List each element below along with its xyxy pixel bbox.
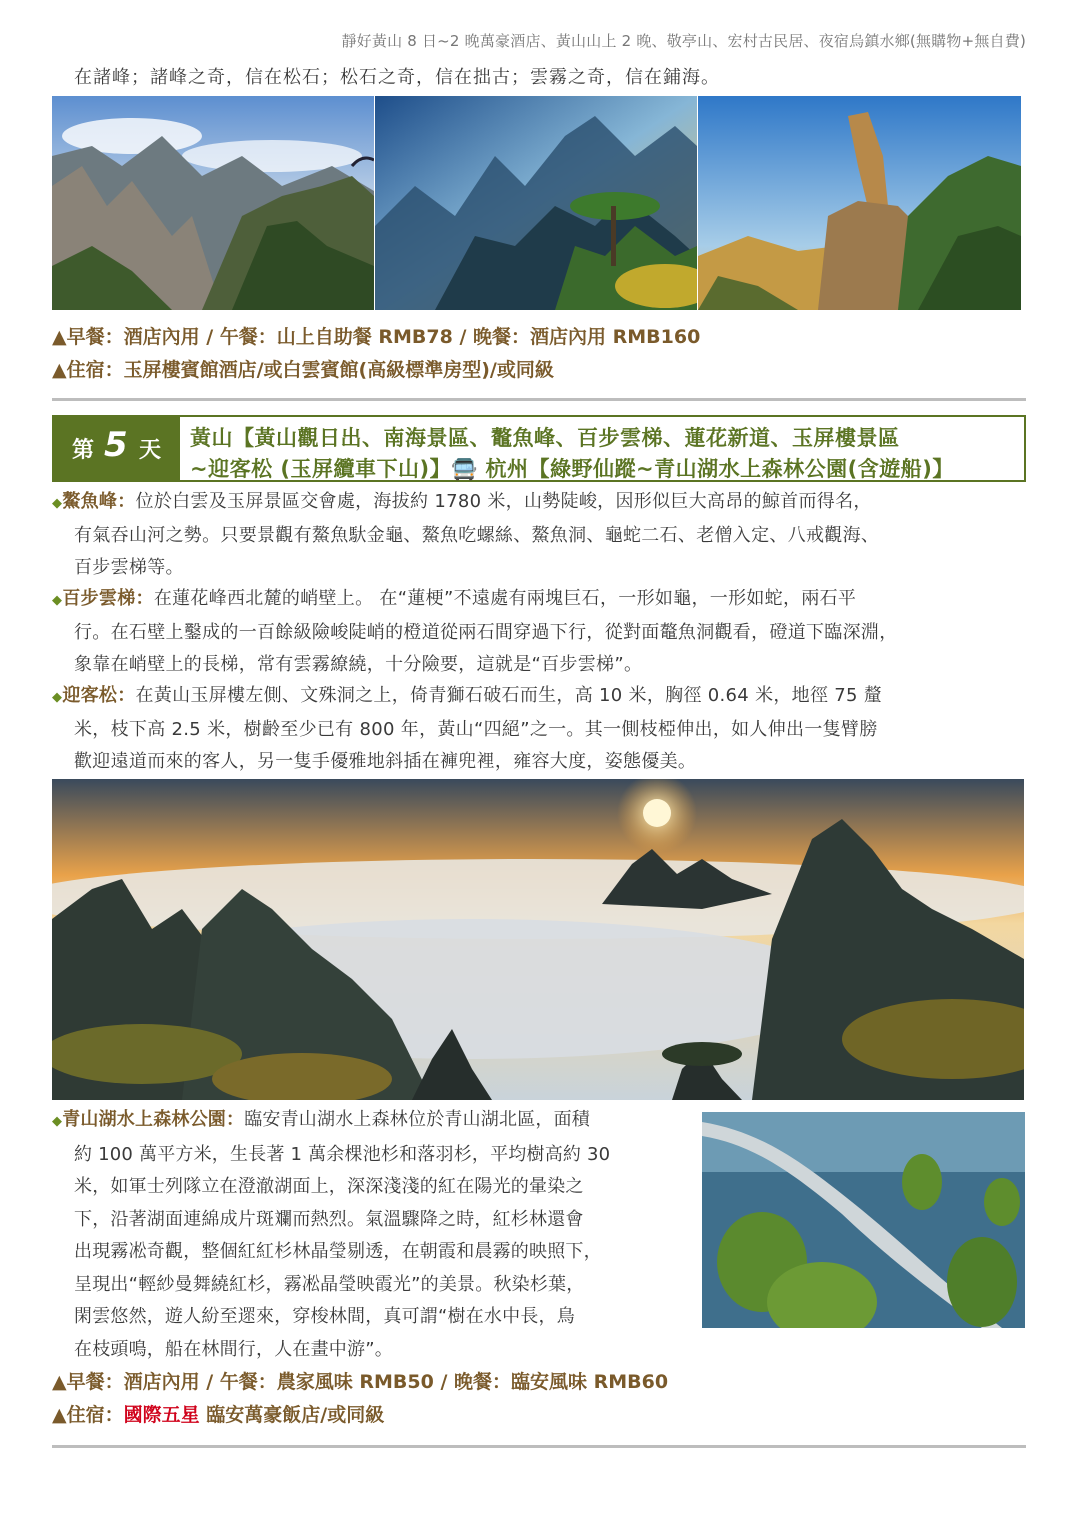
section-title: 迎客松： [62,685,136,706]
photo-feilai-stone [698,96,1021,310]
day-title-line2: ~迎客松 (玉屏纜車下山)】🚍 杭州【綠野仙蹤~青山湖水上森林公園(含遊船)】 [190,457,954,481]
stay-highlight: 國際五星 [123,1404,200,1426]
photo-huangshan-peaks [52,96,374,310]
photo-lake-forest-bridge [702,1112,1025,1328]
diamond-bullet-icon: ◆ [52,1114,63,1129]
section-text: 閑雲悠然，遊人紛至遝來，穿梭林間，真可謂“樹在水中長，鳥 [74,1306,575,1327]
section-text: 米，枝下高 2.5 米，樹齡至少已有 800 年，黃山“四絕”之一。其一側枝椏伸出，如人伸出一隻臂膀 [74,719,878,740]
section-text: 行。在石壁上鑿成的一百餘級險峻陡峭的橙道從兩石間穿過下行，從對面鼇魚洞觀看，磴道下臨深淵， [74,622,898,643]
diamond-bullet-icon: ◆ [52,593,63,608]
photo-huangshan-pine-light [375,96,697,310]
day-label-pre: 第 [72,438,95,463]
section-text: 臨安青山湖水上森林位於青山湖北區，面積 [244,1109,591,1130]
day4-stay-line: ▲住宿：玉屏樓賓館酒店/或白雲賓館(高級標準房型)/或同級 [52,359,554,381]
section-baibu-ladder [52,583,1028,681]
diamond-bullet-icon: ◆ [52,496,63,511]
section-text: 位於白雲及玉屏景區交會處，海拔約 1780 米，山勢陡峻，因形似巨大高昂的鯨首而得名， [135,491,872,512]
section-forest-park [52,1104,690,1366]
section-text: 在枝頭鳴，船在林間行，人在畫中游”。 [74,1338,393,1360]
page-header: 靜好黃山 8 日~2 晚萬豪酒店、黃山山上 2 晚、敬亭山、宏村古民居、夜宿烏鎮水鄉(無購物+無自費) [341,32,1026,50]
divider [52,398,1026,401]
section-title: 青山湖水上森林公園： [62,1109,245,1130]
photo-sea-of-clouds-sunrise [52,779,1024,1100]
section-text: 歡迎遠道而來的客人，另一隻手優雅地斜插在褲兜裡，雍容大度，姿態優美。 [74,751,697,772]
intro-line: 在諸峰；諸峰之奇，信在松石；松石之奇，信在拙古；雲霧之奇，信在鋪海。 [74,67,720,88]
day-label-post: 天 [139,438,162,463]
day-title-box [180,415,1026,482]
section-text: 象靠在峭壁上的長梯，常有雲霧繚繞，十分險要，這就是“百步雲梯”。 [74,654,643,675]
stay-hotel: 臨安萬豪飯店/或同級 [199,1404,385,1426]
day4-meals-line: ▲早餐：酒店內用 / 午餐：山上自助餐 RMB78 / 晚餐：酒店內用 RMB160 [52,326,701,348]
section-text: 有氣吞山河之勢。只要景觀有鰲魚馱金龜、鰲魚吃螺絲、鰲魚洞、龜蛇二石、老僧入定、八戒觀海、 [74,525,880,546]
section-aoyu-peak [52,486,1028,584]
section-title: 鰲魚峰： [62,491,136,512]
stay-label: ▲住宿： [52,1404,124,1426]
section-text: 百步雲梯等。 [74,557,184,578]
section-text: 下，沿著湖面連綿成片斑斕而熱烈。氣溫驟降之時，紅杉林還會 [74,1208,584,1230]
divider [52,1445,1026,1448]
section-text: 在蓮花峰西北麓的峭壁上。 在“蓮梗”不遠處有兩塊巨石，一形如龜，一形如蛇，兩石平 [153,588,857,609]
day-title-line1: 黃山【黃山觀日出、南海景區、鼇魚峰、百步雲梯、蓮花新道、玉屏樓景區 [190,426,900,450]
day-badge [52,415,180,482]
section-text: 在黃山玉屏樓左側、文殊洞之上，倚青獅石破石而生，高 10 米，胸徑 0.64 米，地徑 75 釐 [135,685,883,706]
section-text: 出現霧凇奇觀，整個紅紅杉林晶瑩剔透，在朝霞和晨霧的映照下， [74,1241,602,1262]
day-number: 5 [104,425,128,465]
section-welcome-pine [52,680,1028,778]
day5-meals-line: ▲早餐：酒店內用 / 午餐：農家風味 RMB50 / 晚餐：臨安風味 RMB60 [52,1371,669,1393]
day5-stay-line [52,1400,384,1427]
section-text: 呈現出“輕紗曼舞繞紅杉，霧凇晶瑩映霞光”的美景。秋染杉葉， [74,1273,585,1295]
diamond-bullet-icon: ◆ [52,690,63,705]
section-text: 米，如軍士列隊立在澄澈湖面上，深深淺淺的紅在陽光的暈染之 [74,1176,584,1197]
section-text: 約 100 萬平方米，生長著 1 萬余棵池杉和落羽杉，平均樹高約 30 [74,1143,611,1165]
section-title: 百步雲梯： [62,588,154,609]
